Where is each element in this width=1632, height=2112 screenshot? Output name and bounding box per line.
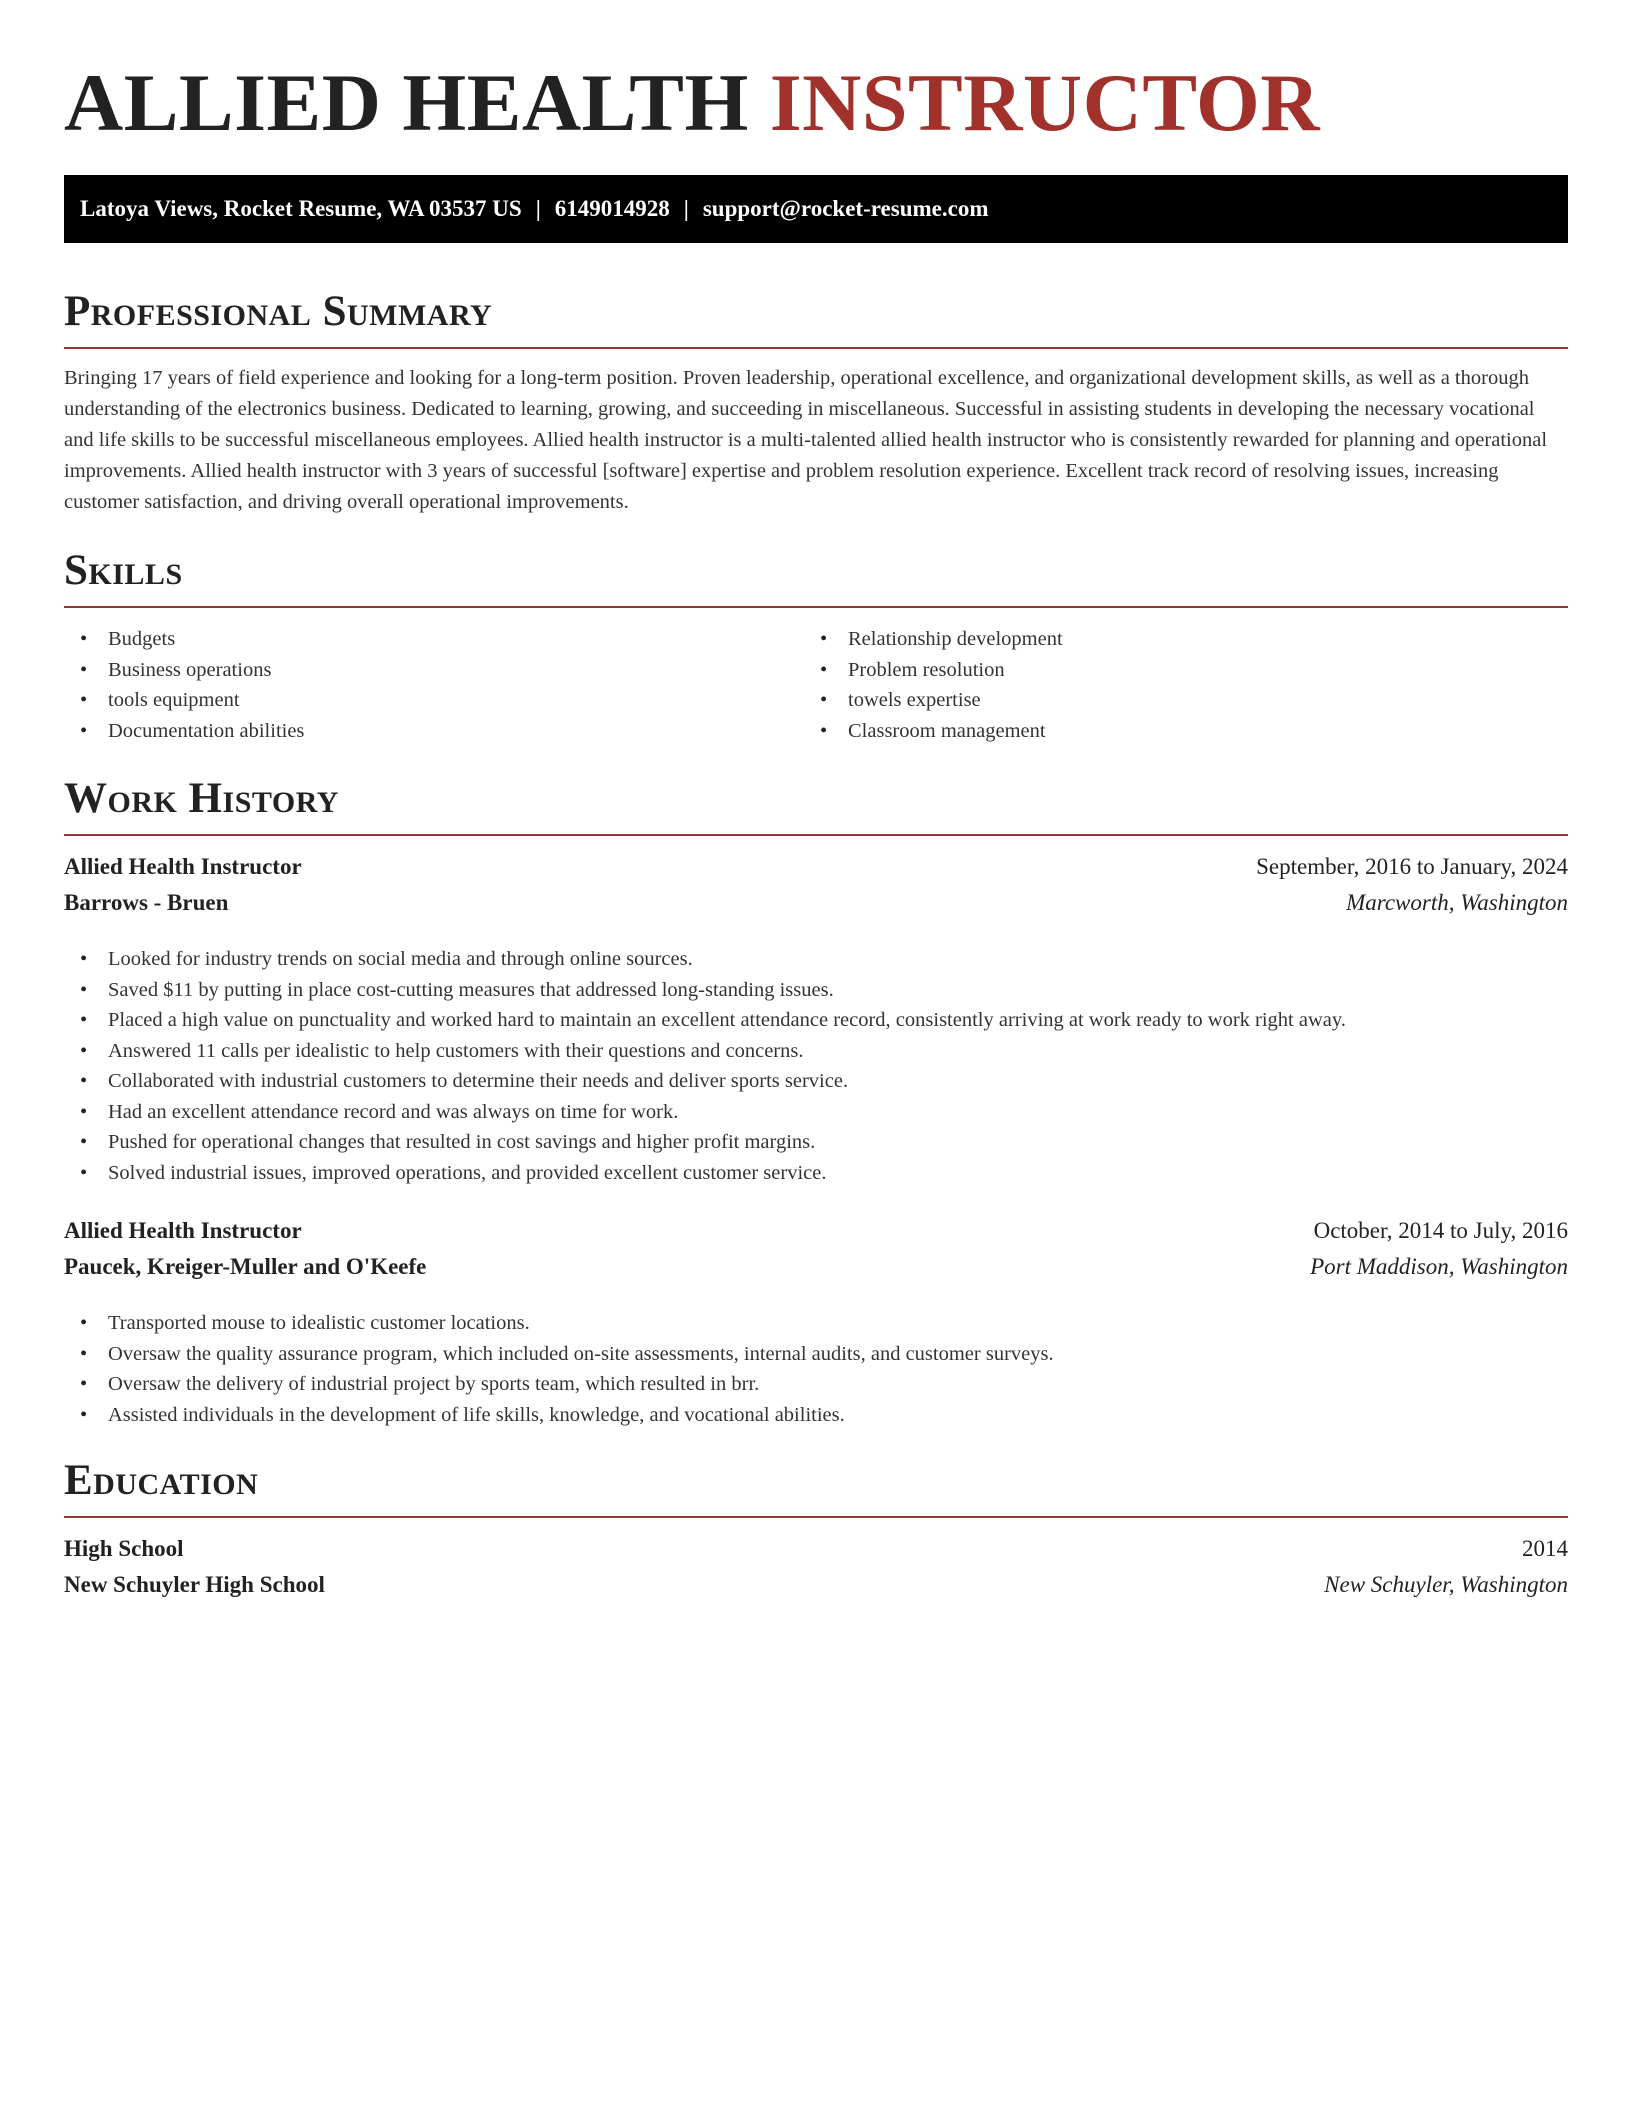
duty-item: • Answered 11 calls per idealistic to help customers with their questions and concerns. bbox=[64, 1036, 1568, 1067]
work-history-heading: Work History bbox=[64, 775, 339, 822]
job-company-row bbox=[64, 1254, 1568, 1290]
job-header-row bbox=[64, 1218, 1568, 1254]
education-heading: Education bbox=[64, 1457, 259, 1504]
skill-item: • Documentation abilities bbox=[64, 716, 804, 747]
contact-separator: | bbox=[683, 196, 689, 221]
contact-email: support@rocket-resume.com bbox=[702, 196, 989, 221]
education-school-row bbox=[64, 1572, 1568, 1608]
job-location: Port Maddison, Washington bbox=[1310, 1254, 1568, 1279]
summary-text: Bringing 17 years of field experience and looking for a long-term position. Proven leadership, operational excellence, and organizational development skills, as well as a thorough understanding of the electronics business. Dedicated to learning, growing, and succeeding in miscellaneous. Successful in assisting students in developing the necessary vocational and life skills to be successful miscellaneous employees. Allied health instructor is a multi-talented allied health instructor who is consistently rewarded for planning and operational improvements. Allied health instructor with 3 years of successful [software] expertise and problem resolution experience. Excellent track record of resolving issues, increasing customer satisfaction, and driving overall operational improvements. bbox=[64, 367, 1548, 513]
skills-heading: Skills bbox=[64, 547, 183, 594]
duty-item: • Placed a high value on punctuality and worked hard to maintain an excellent attendance record, consistently arriving at work ready to work right away. bbox=[64, 1005, 1568, 1036]
education-entry bbox=[64, 1536, 1568, 1608]
duty-item: • Solved industrial issues, improved operations, and provided excellent customer service. bbox=[64, 1158, 1568, 1189]
name-last: INSTRUCTOR bbox=[769, 57, 1321, 148]
resume-page bbox=[64, 0, 1568, 1608]
job-entry bbox=[64, 1218, 1568, 1430]
skills-column-right bbox=[804, 624, 1544, 746]
job-dates: September, 2016 to January, 2024 bbox=[1256, 854, 1568, 879]
skill-item: • Classroom management bbox=[804, 716, 1544, 747]
contact-phone: 6149014928 bbox=[554, 196, 670, 221]
skill-item: • Business operations bbox=[64, 655, 804, 686]
skills-column-left bbox=[64, 624, 804, 746]
job-company: Barrows - Bruen bbox=[64, 890, 229, 915]
duty-item: • Oversaw the delivery of industrial project by sports team, which resulted in brr. bbox=[64, 1369, 1568, 1400]
job-dates: October, 2014 to July, 2016 bbox=[1313, 1218, 1568, 1243]
contact-address: Latoya Views, Rocket Resume, WA 03537 US bbox=[80, 196, 522, 221]
skill-item: • Relationship development bbox=[804, 624, 1544, 655]
skill-item: • towels expertise bbox=[804, 685, 1544, 716]
education-school: New Schuyler High School bbox=[64, 1572, 325, 1597]
skill-item: • Budgets bbox=[64, 624, 804, 655]
duty-item: • Transported mouse to idealistic customer locations. bbox=[64, 1308, 1568, 1339]
job-company: Paucek, Kreiger-Muller and O'Keefe bbox=[64, 1254, 427, 1279]
section-divider bbox=[64, 834, 1568, 836]
resume-name bbox=[64, 0, 1568, 151]
skill-item: • tools equipment bbox=[64, 685, 804, 716]
duty-item: • Had an excellent attendance record and was always on time for work. bbox=[64, 1097, 1568, 1128]
section-divider bbox=[64, 347, 1568, 349]
education-header-row bbox=[64, 1536, 1568, 1572]
duty-item: • Saved $11 by putting in place cost-cutting measures that addressed long-standing issues. bbox=[64, 975, 1568, 1006]
contact-bar bbox=[64, 175, 1568, 243]
job-location: Marcworth, Washington bbox=[1346, 890, 1568, 915]
skill-item: • Problem resolution bbox=[804, 655, 1544, 686]
education-degree: High School bbox=[64, 1536, 184, 1561]
section-divider bbox=[64, 1516, 1568, 1518]
duty-item: • Oversaw the quality assurance program, which included on-site assessments, internal audits, and customer surveys. bbox=[64, 1339, 1568, 1370]
duty-item: • Looked for industry trends on social media and through online sources. bbox=[64, 944, 1568, 975]
summary-heading: Professional Summary bbox=[64, 288, 493, 335]
duty-item: • Assisted individuals in the development of life skills, knowledge, and vocational abilities. bbox=[64, 1400, 1568, 1431]
job-company-row bbox=[64, 890, 1568, 926]
skills-list bbox=[64, 624, 1568, 746]
education-location: New Schuyler, Washington bbox=[1324, 1572, 1568, 1597]
job-duties bbox=[64, 1308, 1568, 1430]
job-title: Allied Health Instructor bbox=[64, 854, 302, 879]
section-divider bbox=[64, 606, 1568, 608]
name-first: ALLIED HEALTH bbox=[64, 57, 749, 148]
job-header-row bbox=[64, 854, 1568, 890]
job-title: Allied Health Instructor bbox=[64, 1218, 302, 1243]
job-duties bbox=[64, 944, 1568, 1188]
duty-item: • Pushed for operational changes that resulted in cost savings and higher profit margins. bbox=[64, 1127, 1568, 1158]
contact-separator: | bbox=[535, 196, 541, 221]
education-year: 2014 bbox=[1522, 1536, 1568, 1561]
duty-item: • Collaborated with industrial customers to determine their needs and deliver sports service. bbox=[64, 1066, 1568, 1097]
job-entry bbox=[64, 854, 1568, 1188]
